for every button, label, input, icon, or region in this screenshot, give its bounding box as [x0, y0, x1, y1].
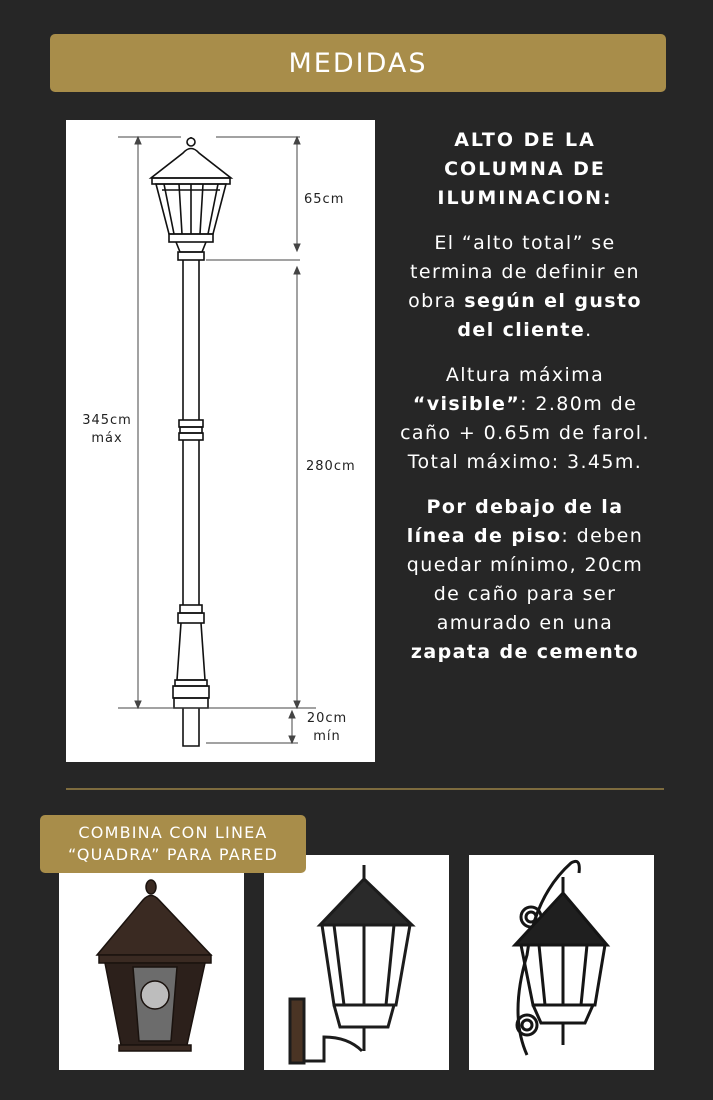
title-banner — [50, 34, 666, 92]
wall-lantern-photo-3 — [469, 855, 654, 1070]
info-p2-total: Total máximo: 3.45m. — [407, 451, 643, 473]
page-title: MEDIDAS — [288, 47, 428, 79]
combo-tag-line-2: “QUADRA” PARA PARED — [67, 845, 279, 864]
info-p3-bold-2: zapata de cemento — [410, 641, 640, 663]
info-p2-bold: “visible” — [412, 393, 521, 415]
wall-lantern-photo-1 — [59, 855, 244, 1070]
dimension-label-bottom — [302, 710, 352, 746]
dimension-label-pole: 280cm — [306, 459, 356, 474]
info-p3-text: : deben quedar mínimo, 20cm de caño para ser amurado en una — [406, 525, 644, 634]
dimension-label-total-max: máx — [91, 431, 123, 446]
info-p2-text-2: : 2.80m de caño + 0.65m de farol. — [400, 393, 650, 444]
info-p3-bold: Por debajo de la línea de piso — [406, 496, 624, 547]
info-paragraph-3 — [400, 493, 650, 667]
info-paragraph-1 — [400, 229, 650, 345]
info-p2-text: Altura máxima — [445, 364, 605, 386]
height-info — [400, 126, 650, 683]
dimension-label-bottom-min: mín — [313, 729, 341, 744]
info-p1-text: El “alto total” se termina de definir en obra — [408, 232, 640, 312]
dimension-label-total — [72, 412, 142, 448]
section-divider — [66, 788, 664, 790]
info-heading: ALTO DE LA COLUMNA DE ILUMINACION: — [437, 129, 613, 209]
combo-tag — [40, 815, 306, 873]
info-p1-bold: según el gusto del cliente — [457, 290, 642, 341]
info-paragraph-2 — [400, 361, 650, 477]
combo-tag-line-1: COMBINA CON LINEA — [78, 823, 268, 842]
lamp-post-diagram — [66, 120, 375, 762]
wall-lantern-photo-2 — [264, 855, 449, 1070]
dimension-label-bottom-value: 20cm — [306, 711, 348, 726]
info-p1-end: . — [585, 319, 593, 341]
dimension-label-total-value: 345cm — [82, 413, 132, 428]
dimension-label-top: 65cm — [304, 192, 345, 207]
